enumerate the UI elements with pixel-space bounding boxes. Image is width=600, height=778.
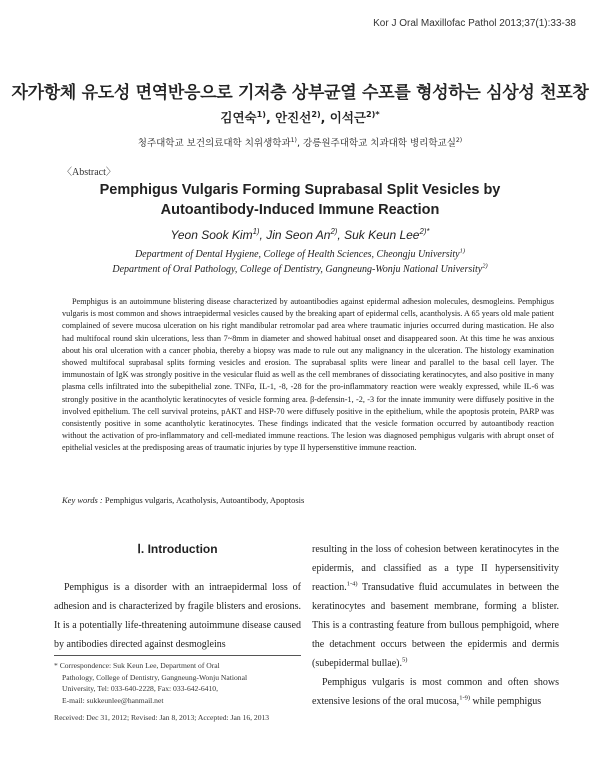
korean-author-3: 이석근: [329, 110, 367, 125]
intro-paragraph-left: Pemphigus is a disorder with an intraepidermal loss of adhesion and is characterized by fragile blisters and erosions. It is a potentially life-threatening autoimmune disease caused by antibodies directed against desmogleins: [54, 582, 301, 650]
english-affiliations: Department of Dental Hygiene, College of Health Sciences, Cheongju University$^{1)}$ Department of Oral Pathology, College of Dentistry, Gangneung-Wonju National University$^{2)}$: [112, 247, 488, 275]
keywords: [62, 495, 304, 505]
journal-citation: Kor J Oral Maxillofac Pathol 2013;37(1):33-38: [373, 18, 576, 29]
abstract-text: Pemphigus is an autoimmune blistering disease characterized by autoantibodies against epidermal adhesion molecules, desmogleins. Pemphigus vulgaris is most common and shows intraepidermal vesicles caused by the breaking apart of epidermal cells, acantholysis. A 65 years old male patient complained of severe mucosa ulceration on his right mandibular retromolar pad area where traumatic injuries occurred during mastication. He also had multifocal round skin ulcerations, less than 7~8mm in diameter and showed habitual onset and disappeared soon. At this time he was anxious about his oral ulceration with a cancer phobia, thereby a biopsy was made to rule out any malignancy in the ulceration. The histology examination showed multifocal suprabasal splits forming vesicles and erosion. The suprabasal splits were linear and parallel to the basal cell layer. The immunostain of IgK was strongly positive in the vesicular fluid as well as the cell membranes of dissociating keratinocytes, and also positive in many plasma cells infiltrated into the subepithelial zone. TNFα, IL-1, -8, -28 for the pro-inflammatory reaction were weakly expressed, while IL-6 was strongly positive in the acantholytic keratinocytes of vesicle forming area. β-defensin-1, -2, -3 for the innate immunity were diffusely positive in the involved epithelium. The cell survival proteins, pAKT and HSP-70 were diffusely positive in the epithelium, while the apoptosis protein, PARP was consistently positive in some acantholytic keratinocytes. These findings indicated that the vesicle formation occurred by autoantibody reaction without the activation of pro-inflammatory and cell-mediated immune reactions. The lesion was diagnosed pemphigus vulgaris with abrupt onset of epithelial vesicles at the predisposing areas of traumatic injuries by type II hypersenstitive immune reaction.: [62, 297, 554, 453]
korean-title: 자가항체 유도성 면역반응으로 기저층 상부균열 수포를 형성하는 심상성 천포창: [11, 83, 589, 103]
korean-affiliations: 청주대학교 보건의료대학 치위생학과$^{1)}$, 강릉원주대학교 치과대학 병리학교실$^{2)}$: [137, 136, 463, 149]
korean-author-2: 안진선: [275, 110, 312, 125]
intro-paragraph-right-2: Pemphigus vulgaris is most common and often shows extensive lesions of the oral mucosa,$^{1-9)}$ while pemphigus: [312, 677, 559, 707]
korean-authors: 김연숙$^{1)}$, 안진선$^{2)}$, 이석근$^{2)*}$: [220, 108, 380, 125]
korean-author-1: 김연숙: [220, 110, 257, 125]
right-column: [312, 540, 559, 711]
abstract-label: 〈Abstract〉: [62, 167, 116, 178]
keywords-label: Key words :: [62, 495, 103, 505]
english-authors: Yeon Sook Kim$^{1)}$, Jin Seon An$^{2)}$, Suk Keun Lee$^{2)*}$: [170, 227, 430, 242]
intro-paragraph-right-1: resulting in the loss of cohesion between keratinocytes in the epidermis, and classified as a type II hypersensitivity reaction.$^{1-4)}$ Transudative fluid accumulates in between the keratinocytes and basement membrane, forming a blister. This is a contrasting feature from bullous pemphigoid, where the detachment occurs between the epidermis and dermis (subepidermal bullae).$^{5)}$: [312, 544, 559, 669]
english-title: Pemphigus Vulgaris Forming Suprabasal Split Vesicles by Autoantibody-Induced Immune Reaction: [99, 182, 501, 218]
correspondence-footnote: * Correspondence: Suk Keun Lee, Department of Oral Pathology, College of Dentistry, Gangneung-Wonju National University, Tel: 033-640-2228, Fax: 033-642-6410, E-mail: sukkeunlee@hanmail.net Received: Dec 31, 2012; Revised: Jan 8, 2013; Accepted: Jan 16, 2013: [54, 655, 301, 724]
left-column: [54, 540, 301, 654]
received-dates: Received: Dec 31, 2012; Revised: Jan 8, 2013; Accepted: Jan 16, 2013: [54, 713, 270, 722]
section-title: Ⅰ. Introduction: [137, 542, 218, 556]
keywords-list: Pemphigus vulgaris, Acatholysis, Autoantibody, Apoptosis: [104, 495, 305, 505]
